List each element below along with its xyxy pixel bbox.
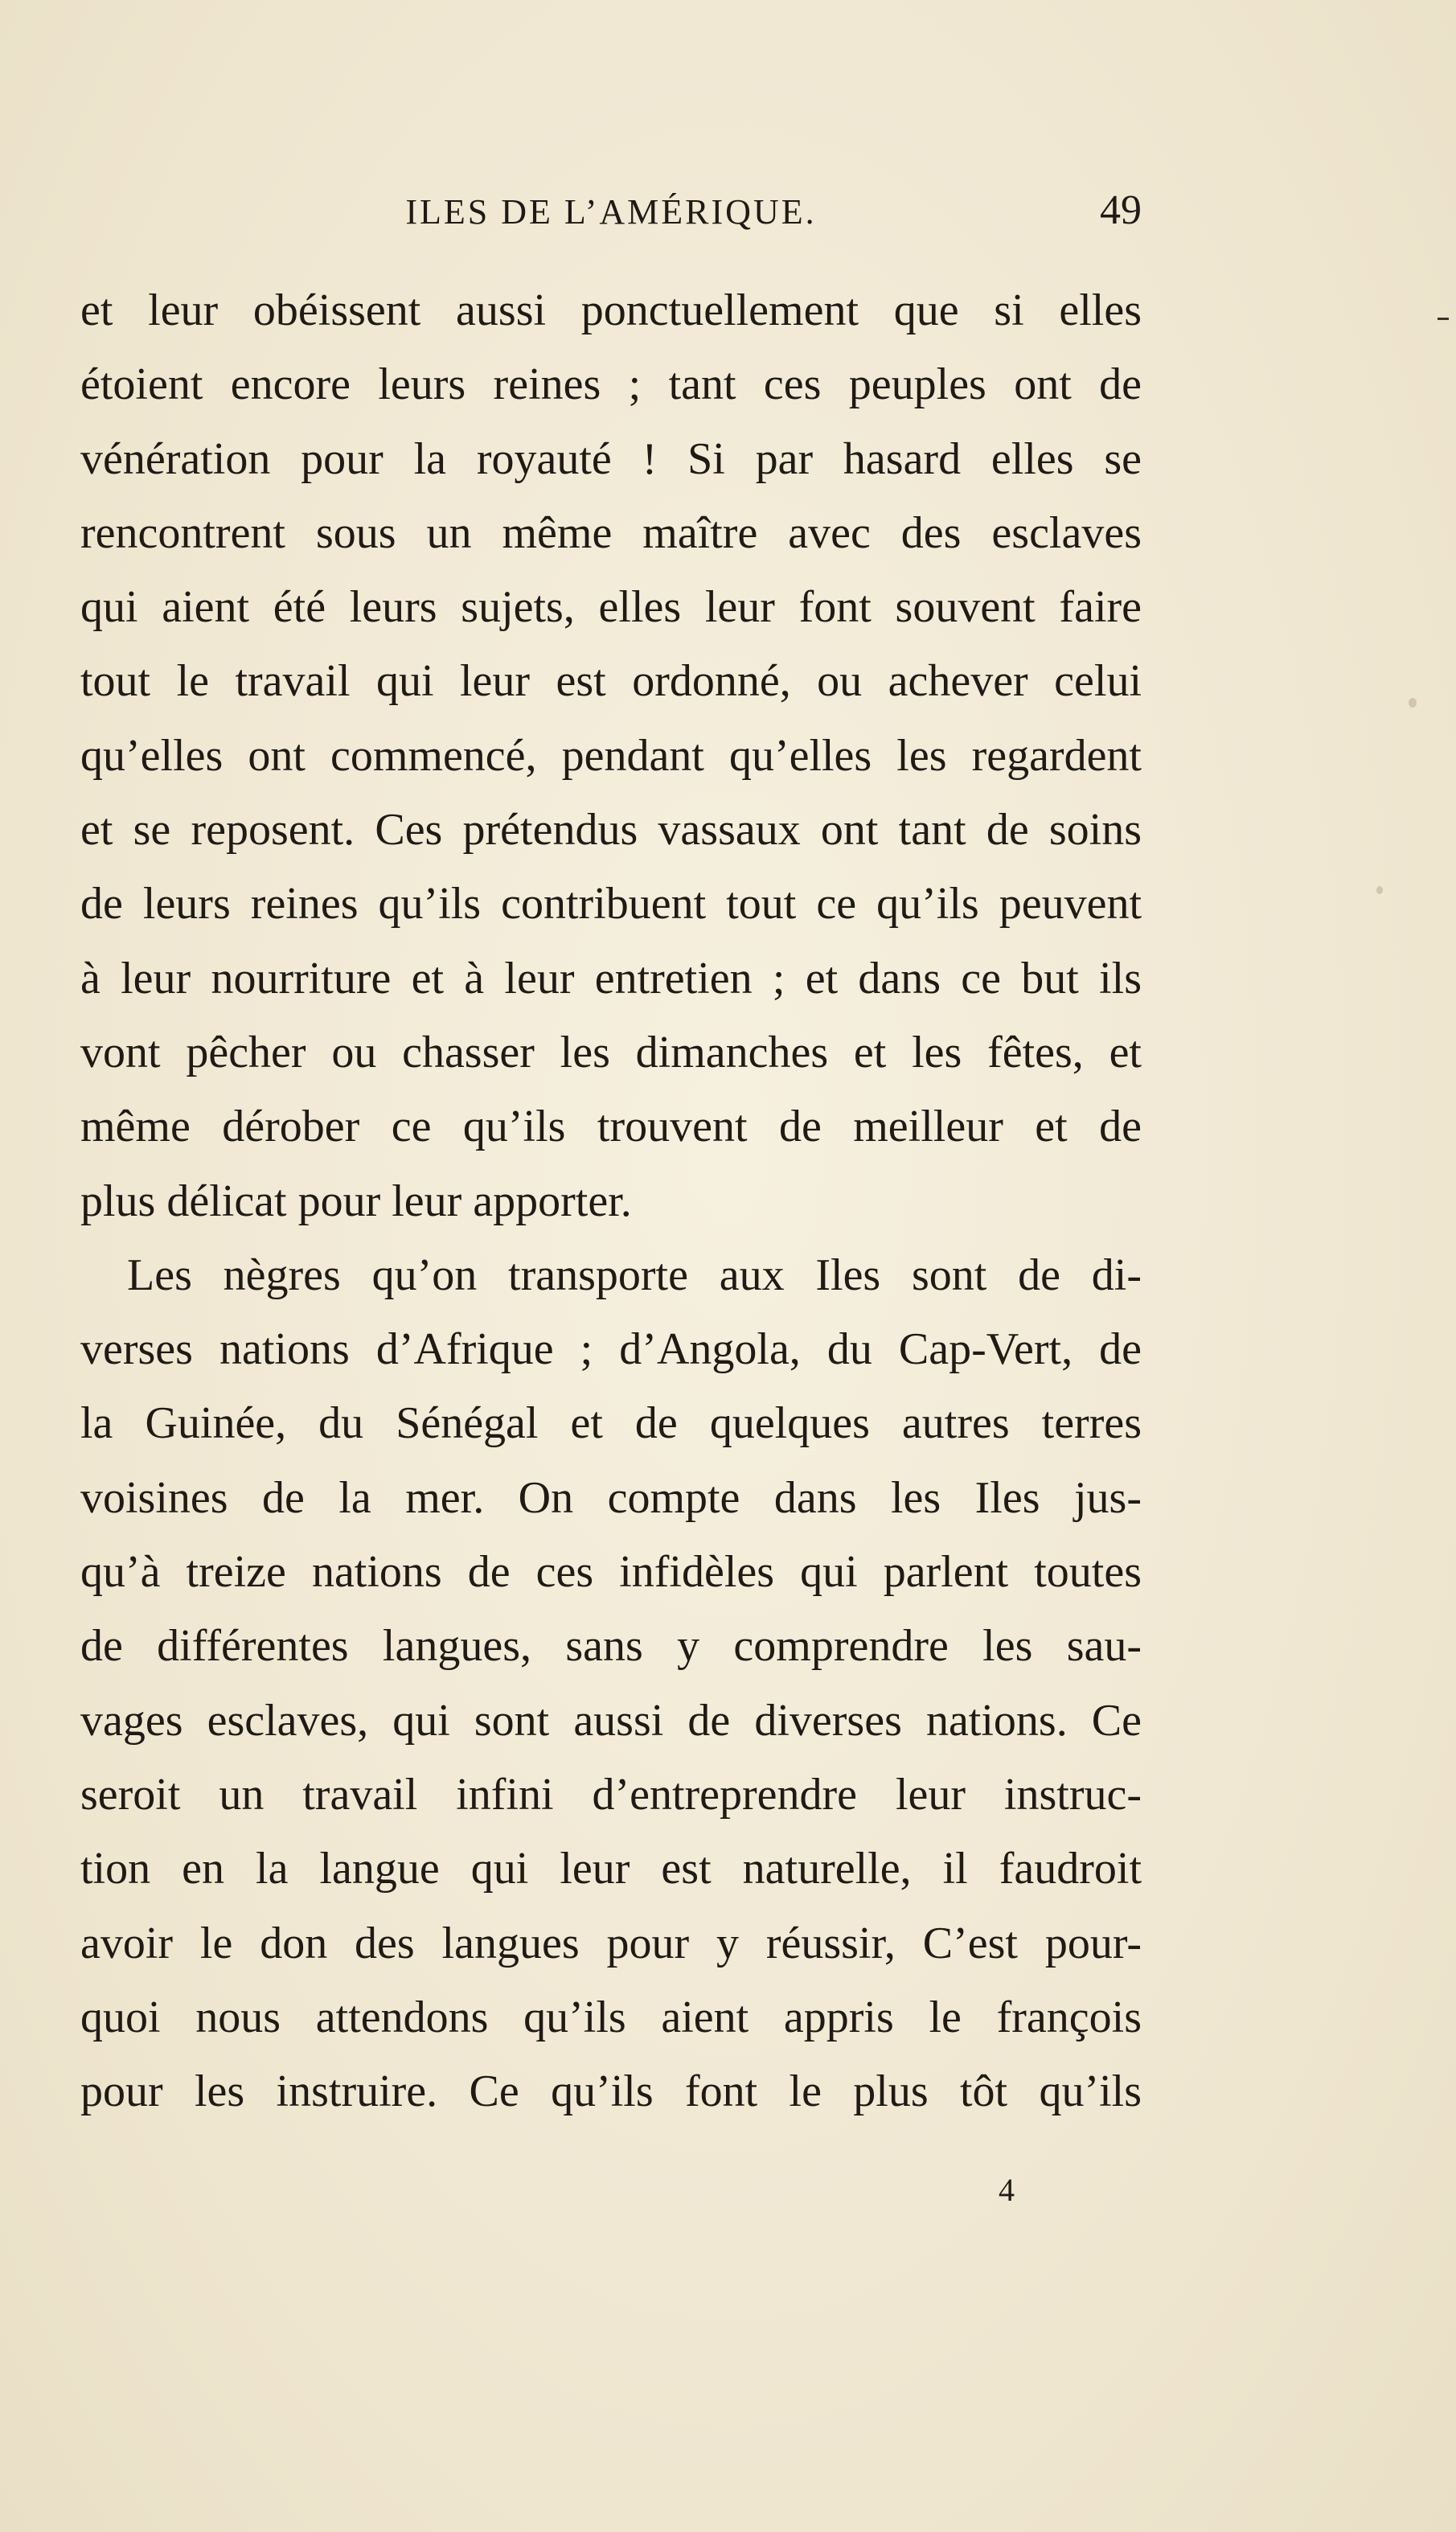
text-line: tout le travail qui leur est ordonné, ou achever celui xyxy=(80,656,1142,707)
text-line: et se reposent. Ces prétendus vassaux ont tant de soins xyxy=(80,805,1142,856)
text-line: vont pêcher ou chasser les dimanches et les fêtes, et xyxy=(80,1027,1142,1077)
text-line: rencontrent sous un même maître avec des esclaves xyxy=(80,507,1142,558)
text-line: verses nations d’Afrique ; d’Angola, du Cap-Vert, de xyxy=(80,1324,1142,1375)
text-line: de différentes langues, sans y comprendre les sau- xyxy=(80,1621,1142,1672)
text-line: à leur nourriture et à leur entretien ; et dans ce but ils xyxy=(80,953,1142,1003)
text-line: voisines de la mer. On compte dans les Iles jus- xyxy=(80,1472,1142,1523)
running-title: ILES DE L’AMÉRIQUE. xyxy=(405,192,817,232)
text-line: même dérober ce qu’ils trouvent de meilleur et de xyxy=(80,1102,1142,1152)
paper-speck xyxy=(1409,698,1417,708)
text-line: qu’à treize nations de ces infidèles qui parlent toutes xyxy=(80,1547,1142,1598)
running-head xyxy=(80,187,1142,248)
signature-mark: 4 xyxy=(999,2172,1015,2208)
text-line: seroit un travail infini d’entreprendre leur instruc- xyxy=(80,1769,1142,1820)
text-line: avoir le don des langues pour y réussir, C’est pour- xyxy=(80,1918,1142,1968)
text-line: tion en la langue qui leur est naturelle, il faudroit xyxy=(80,1844,1142,1894)
text-line: pour les instruire. Ce qu’ils font le plus tôt qu’ils xyxy=(80,2066,1142,2117)
text-line: qu’elles ont commencé, pendant qu’elles les regardent xyxy=(80,730,1142,781)
text-line: plus délicat pour leur apporter. xyxy=(80,1176,632,1226)
text-line: quoi nous attendons qu’ils aient appris le françois xyxy=(80,1992,1142,2042)
body-text xyxy=(80,273,1142,2128)
text-line: de leurs reines qu’ils contribuent tout ce qu’ils peuvent xyxy=(80,879,1142,929)
paper-speck xyxy=(1376,886,1383,894)
text-line: la Guinée, du Sénégal et de quelques autres terres xyxy=(80,1398,1142,1449)
text-line: étoient encore leurs reines ; tant ces peuples ont de xyxy=(80,359,1142,410)
margin-dash xyxy=(1438,318,1449,320)
text-line: qui aient été leurs sujets, elles leur font souvent faire xyxy=(80,582,1142,633)
text-line: vages esclaves, qui sont aussi de diverses nations. Ce xyxy=(80,1695,1142,1746)
text-line: vénération pour la royauté ! Si par hasard elles se xyxy=(80,433,1142,484)
text-line: Les nègres qu’on transporte aux Iles sont de di- xyxy=(127,1250,1142,1300)
text-line: et leur obéissent aussi ponctuellement que si elles xyxy=(80,285,1142,335)
page-number: 49 xyxy=(1100,187,1142,233)
